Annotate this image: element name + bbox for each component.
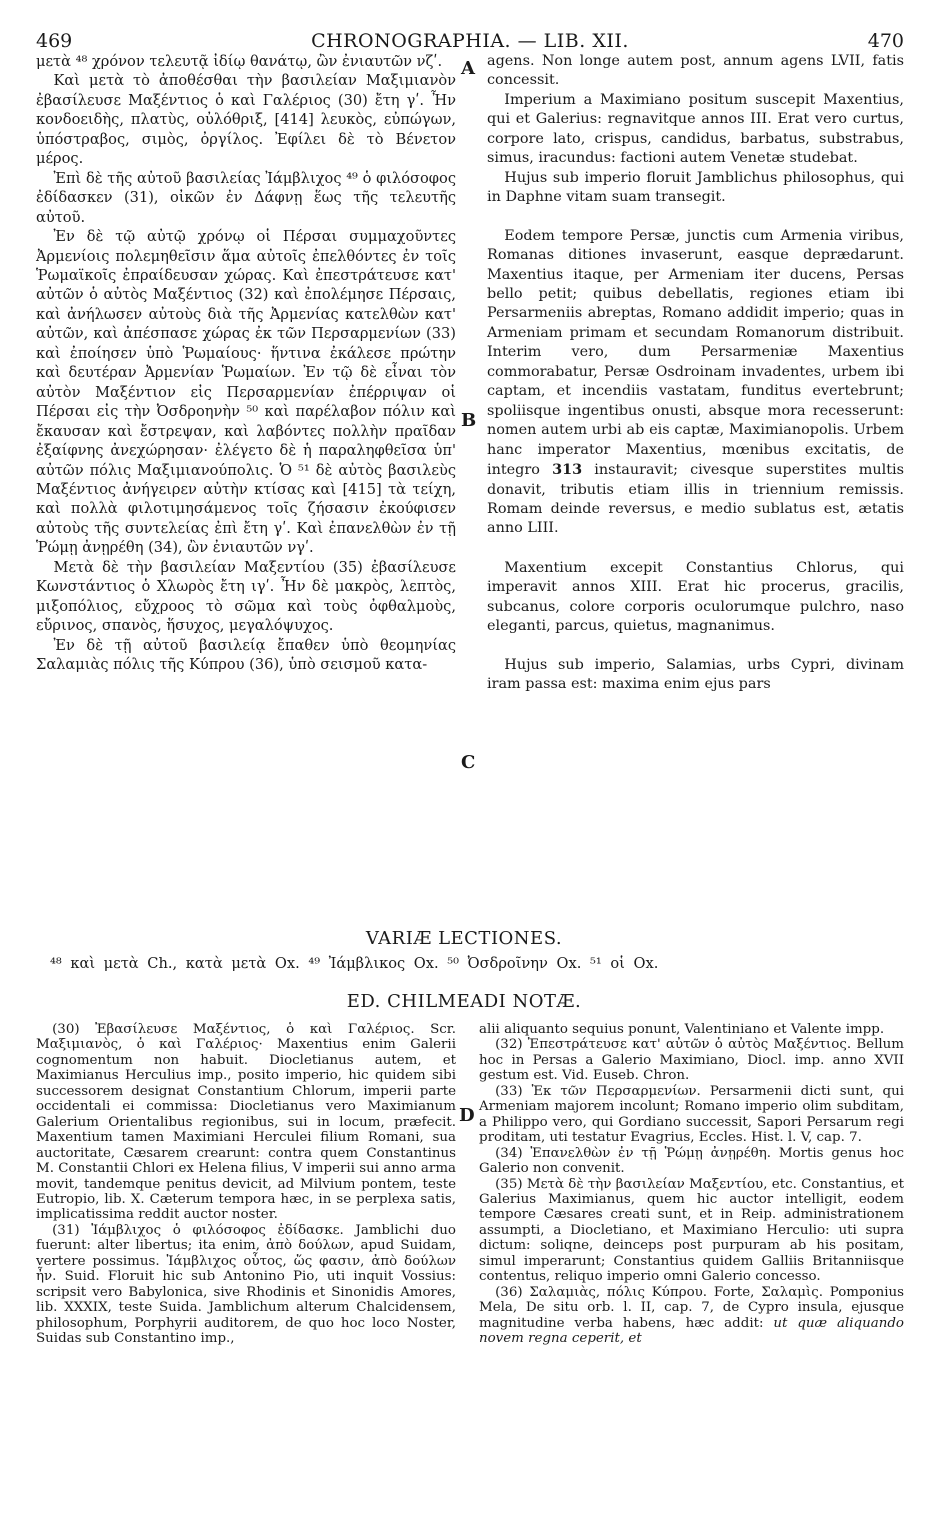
notae-title: ED. CHILMEADI NOTÆ. bbox=[346, 991, 582, 1012]
section-marker-a: A bbox=[461, 58, 475, 79]
note-paragraph: (31) Ἰάμβλιχος ὁ φιλόσοφος ἐδίδασκε. Jamblichi duo fuerunt: alter libertus; ita enim, ἀπὸ δούλων, apud Suidam, vertere possimus. Ἰάμβλιχος οὗτος, ὥς φασιν, ἀπὸ δούλων ἦν. Suid. Floruit hic sub Antonino Pio, uti inquit Vossius: scripsit vero Babylonica, sive Rhodinis et Sinonidis Amores, lib. XXXIX, teste Suida. Jamblichum alterum Chalcidensem, philosophum, Porphyrii auditorem, de quo hoc loco Noster, Suidas sub Constantino imp., bbox=[36, 1222, 456, 1347]
latin-column bbox=[487, 52, 904, 695]
latin-paragraph: Hujus sub imperio, Salamias, urbs Cypri, divinam iram passa est: maxima enim ejus pars bbox=[487, 656, 904, 693]
greek-paragraph: Καὶ μετὰ τὸ ἀποθέσθαι τὴν βασιλείαν Μαξιμιανὸν ἐβασίλευσε Μαξέντιος ὁ καὶ Γαλέριος (30) ἔτη γʹ. Ἦν κονδοειδὴς, πλατὺς, οὐλόθριξ, [414] λευκὸς, εὐπώγων, ὑπόστραβος, σιμὸς, ὀργίλος. Ἐφίλει δὲ τὸ Βένετον μέρος. bbox=[36, 72, 456, 168]
latin-paragraph: Imperium a Maximiano positum suscepit Maxentius, qui et Galerius: regnavitque annos III. Erat vero curtus, corpore lato, crispus, candidus, barbatus, substrabus, simus, iracundus: factioni autem Venetæ studebat. bbox=[487, 91, 904, 167]
latin-paragraph: Maxentium excepit Constantius Chlorus, qui imperavit annos XIII. Erat hic procerus, gracilis, subcanus, colore corporis oculorumque pulchro, naso eleganti, parcus, quietus, magnanimus. bbox=[487, 559, 904, 635]
note-paragraph bbox=[479, 1285, 904, 1347]
note-paragraph: (32) Ἐπεστράτευσε κατ' αὐτῶν ὁ αὐτὸς Μαξέντιος. Bellum hoc in Persas a Galerio Maximiano, Diocl. imp. anno XVII gestum est. Vid. Euseb. Chron. bbox=[479, 1037, 904, 1084]
section-marker-c: C bbox=[461, 752, 476, 773]
latin-paragraph: agens. Non longe autem post, annum agens LVII, fatis concessit. bbox=[487, 53, 904, 89]
note-paragraph: alii aliquanto sequius ponunt, Valentiniano et Valente impp. bbox=[479, 1022, 885, 1037]
latin-paragraph: Hujus sub imperio floruit Jamblichus philosophus, qui in Daphne vitam suam transegit. bbox=[487, 169, 904, 206]
greek-paragraph: Ἐπὶ δὲ τῆς αὐτοῦ βασιλείας Ἰάμβλιχος ⁴⁹ ὁ φιλόσοφος ἐδίδασκεν (31), οἰκῶν ἐν Δάφνῃ ἕως τῆς τελευτῆς αὐτοῦ. bbox=[36, 169, 456, 226]
greek-paragraph: Ἐν δὲ τῇ αὐτοῦ βασιλείᾳ ἔπαθεν ὑπὸ θεομηνίας Σαλαμιὰς πόλις τῆς Κύπρου (36), ὑπὸ σεισμοῦ κατα- bbox=[36, 636, 456, 674]
variae-lectiones-title: VARIÆ LECTIONES. bbox=[365, 928, 563, 949]
page-number-left: 469 bbox=[36, 30, 73, 52]
note-paragraph: (34) Ἐπανελθὼν ἐν τῇ Ῥώμῃ ἀνῃρέθη. Mortis genus hoc Galerio non convenit. bbox=[479, 1145, 904, 1177]
greek-column bbox=[36, 52, 456, 675]
greek-paragraph: Ἐν δὲ τῷ αὐτῷ χρόνῳ οἱ Πέρσαι συμμαχοῦντες Ἀρμενίοις πολεμηθεῖσιν ἅμα αὐτοῖς ἐπελθόντες ἐν τοῖς Ῥωμαϊκοῖς ἐπραίδευσαν χώρας. Καὶ ἐπεστράτευσε κατ' αὐτῶν ὁ αὐτὸς Μαξέντιος (32) καὶ ἐπολέμησε Πέρσαις, καὶ ἀνήλωσεν αὐτοὺς διὰ τῆς Ἀρμενίας κατελθὼν κατ' αὐτῶν, καὶ ἀπέσπασε χώρας ἐκ τῶν Περσαρμενίων (33) καὶ ἐποίησεν ὑπὸ Ῥωμαίους· ἥντινα ἐκάλεσε πρώτην καὶ δευτέραν Ἀρμενίαν Ῥωμαίων. Ἐν τῷ δὲ εἶναι τὸν αὐτὸν Μαξέντιον εἰς Περσαρμενίαν ἐπέρριψαν οἱ Πέρσαι εἰς τὴν Ὀσδροηνὴν ⁵⁰ καὶ παρέλαβον πόλιν καὶ ἔκαυσαν καὶ ἔστρεψαν, καὶ λαβόντες πολλὴν πραῖδαν ἐξαίφνης ἀνεχώρησαν· ἐλέγετο δὲ ἡ παραληφθεῖσα ὑπ' αὐτῶν πόλις Μαξιμιανούπολις. Ὁ ⁵¹ δὲ αὐτὸς βασιλεὺς Μαξέντιος ἀνήγειρεν αὐτὴν κτίσας καὶ [415] τὰ τείχη, καὶ πολλὰ φιλοτιμησάμενος τοῖς ζήσασιν ἐκούφισεν αὐτοὺς τῆς συντελείας ἐπὶ ἔτη γʹ. Καὶ ἐπανελθὼν ἐν τῇ Ῥώμῃ ἀνῃρέθη (34), ὢν ἐνιαυτῶν νγʹ. bbox=[36, 228, 456, 557]
running-title: CHRONOGRAPHIA. — LIB. XII. bbox=[311, 30, 629, 52]
note-paragraph: (35) Μετὰ δὲ τὴν βασιλείαν Μαξεντίου, etc. Constantius, et Galerius Maximianus, quem hic auctor intelligit, eodem tempore Cæsares creati sunt, et in Reip. administrationem assumpti, a Diocletiano, et Maximiano Herculio: uti supra dictum: soliqne, deinceps post purpuram ab his positam, simul imperarunt; Constantius quidem Galliis Britanniisque contentus, reliquo imperio omni Galerio concesso. bbox=[479, 1176, 904, 1285]
notes-left-column bbox=[36, 1022, 456, 1347]
latin-text: instauravit; civesque superstites multis donavit, tributis etiam illis in triennium remissis. Romam deinde reversus, e medio sublatus est, ætatis anno LIII. bbox=[487, 462, 904, 537]
note-paragraph: (30) Ἐβασίλευσε Μαξέντιος, ὁ καὶ Γαλέριος. Scr. Μαξιμιανὸς, ὁ καὶ Γαλέριος· Maxentius enim Galerii cognomentum non habuit. Diocletianus autem, et Maximianus Herculius imp., posito imperio, hic quidem sibi successorem designat Constantium Chlorum, imperii parte occidentali ei commissa: Diocletianus vero Maximianum Galerium Orientalibus regionibus, sui in locum, præfecit. Maxentium tamen Maximiani Herculei filium Romani, sua auctoritate, Cæsarem crearunt: contra quem Constantinus M. Constantii Chlori ex Helena filius, V imperii sui anno arma movit, tandemque penitus devicit, ad Milvium pontem, teste Eutropio, lib. X. Cæterum tempora hæc, in se perplexa satis, implicatissima reddit auctor noster. bbox=[36, 1022, 456, 1223]
notes-right-column bbox=[479, 1022, 904, 1347]
note-text: (36) Σαλαμιὰς, πόλις Κύπρου. Forte, Σαλαμὶς. Pomponius Mela, De situ orb. l. II, cap. 7, de Cypro insula, ejusque magnitudine verba habens, hæc addit: bbox=[479, 1284, 904, 1331]
page-reference-number: 313 bbox=[552, 461, 583, 479]
greek-paragraph: μετὰ ⁴⁸ χρόνον τελευτᾷ ἰδίῳ θανάτῳ, ὢν ἐνιαυτῶν νζʹ. bbox=[36, 53, 443, 70]
section-marker-b: B bbox=[461, 410, 477, 431]
variae-lectiones-text: ⁴⁸ καὶ μετὰ Ch., κατὰ μετὰ Ox. ⁴⁹ Ἰάμβλικος Ox. ⁵⁰ Ὀσδροῖνην Ox. ⁵¹ οἱ Ox. bbox=[50, 955, 659, 972]
greek-paragraph: Μετὰ δὲ τὴν βασιλείαν Μαξεντίου (35) ἐβασίλευσε Κωνστάντιος ὁ Χλωρὸς ἔτη ιγʹ. Ἦν δὲ μακρὸς, λεπτὸς, μιξοπόλιος, εὔχροος τὸ σῶμα καὶ τοὺς ὀφθαλμοὺς, εὔρινος, σπανὸς, ἥσυχος, μεγαλόψυχος. bbox=[36, 558, 456, 635]
latin-text: Eodem tempore Persæ, junctis cum Armenia viribus, Romanas ditiones invaserunt, easque deprædarunt. Maxentius itaque, per Armeniam iter ducens, Persas bello petit; quibus debellatis, regiones etiam ibi Persarmeniis abreptas, Romano addidit imperio; quas in Armeniam primam et secundam Romanorum distribuit. Interim vero, dum Persarmeniæ Maxentius commorabatur, Persæ Osdroinam invadentes, urbem ibi captam, et incendiis vastatam, funditus evertebrunt; spoliisque ingentibus onusti, absque mora recesserunt: nomen autem urbi ab eis captæ, Maximianopolis. Urbem hanc imperator Maxentius, mœnibus excitatis, de integro bbox=[487, 227, 904, 479]
running-header bbox=[36, 30, 904, 52]
section-marker-d: D bbox=[459, 1105, 475, 1126]
note-quote: ut quæ aliquando novem regna ceperit, et bbox=[479, 1315, 904, 1347]
note-paragraph: (33) Ἐκ τῶν Περσαρμενίων. Persarmenii dicti sunt, qui Armeniam majorem incolunt; Romano imperio olim subditam, a Philippo vero, qui Gordiano successit, Sapori Persarum regi proditam, uti testatur Evagrius, Eccles. Hist. l. V, cap. 7. bbox=[479, 1083, 904, 1146]
page-number-right: 470 bbox=[867, 30, 904, 52]
latin-paragraph bbox=[487, 227, 904, 539]
